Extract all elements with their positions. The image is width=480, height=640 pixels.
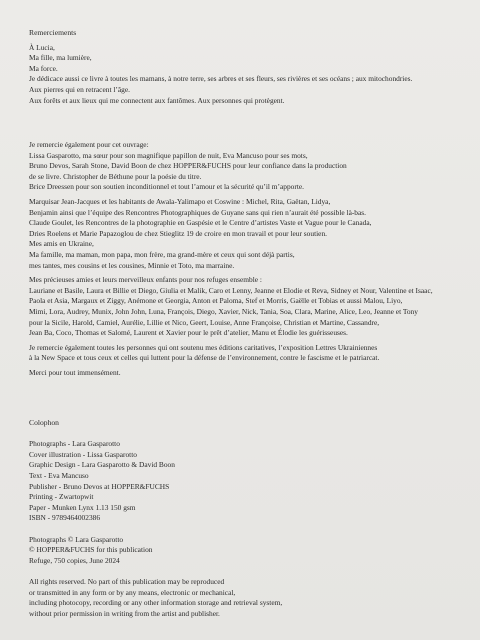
- rights-line: without prior permission in writing from the artist and publisher.: [29, 608, 220, 618]
- work-thanks-line: Brice Dreessen pour son soutien inconditionnel et tout l’amour et la sécurité qu’il m’apporte.: [29, 182, 305, 192]
- edition-line: Refuge, 750 copies, June 2024: [29, 555, 120, 565]
- credit-line: Cover illustration - Lissa Gasparotto: [29, 449, 137, 459]
- community-thanks-line: mes tantes, mes cousins et les cousines, Minnie et Toto, ma marraine.: [29, 260, 235, 270]
- acknowledgements-heading: Remerciements: [29, 28, 77, 37]
- community-thanks-line: Dries Roelens et Marie Papazoglou de chez Stieglitz 19 de croire en mon travail et pour leur soutien.: [29, 228, 327, 238]
- community-thanks-line: Marquisar Jean-Jacques et les habitants de Awala-Yalimapo et Coswine : Michel, Rita, Gaëtan, Lidya,: [29, 196, 331, 206]
- credit-line: Graphic Design - Lara Gasparotto & David Boon: [29, 460, 175, 470]
- work-thanks-line: Bruno Devos, Sarah Stone, David Boon de chez HOPPER&FUCHS pour leur confiance dans la production: [29, 161, 347, 171]
- community-thanks-line: Claude Goulet, les Rencontres de la photographie en Gaspésie et le Centre d’artistes Vaste et Vague pour le Canada,: [29, 218, 372, 228]
- children-thanks-line: Mes précieuses amies et leurs merveilleux enfants pour nos refuges ensemble :: [29, 275, 262, 285]
- isbn-line: ISBN - 9789464002386: [29, 513, 101, 523]
- children-thanks-line: pour la Sicile, Harold, Camiel, Aurélie, Lillie et Nico, Geert, Louise, Anne Françoise, Christian et Martine, Cassandre,: [29, 317, 380, 327]
- charity-thanks-line: Je remercie également toutes les personnes qui ont soutenu mes éditions caritatives, l’exposition Lettres Ukrainiennes: [29, 342, 378, 352]
- credit-line: Text - Eva Mancuso: [29, 470, 89, 480]
- community-thanks-line: Benjamin ainsi que l’équipe des Rencontres Photographiques de Guyane sans qui rien n’aurait été possible là-bas.: [29, 207, 367, 217]
- dedication-line: Aux pierres qui en retracent l’âge.: [29, 84, 130, 94]
- credit-line: Photographs - Lara Gasparotto: [29, 439, 120, 449]
- work-thanks-line: Je remercie également pour cet ouvrage:: [29, 140, 149, 149]
- colophon-section: [29, 418, 469, 619]
- acknowledgements-section: [29, 28, 469, 106]
- copyright-line: © HOPPER&FUCHS for this publication: [29, 545, 153, 555]
- work-thanks-line: de se livre. Christopher de Béthune pour la poésie du titre.: [29, 171, 202, 181]
- rights-line: or transmitted in any form or by any means, electronic or mechanical,: [29, 587, 236, 597]
- rights-line: All rights reserved. No part of this publication may be reproduced: [29, 576, 225, 586]
- closing-line: Merci pour tout immensément.: [29, 367, 121, 377]
- children-thanks-line: Mimi, Lora, Audrey, Munix, John John, Luna, François, Diego, Xavier, Nick, Tania, Soa, Clara, Marine, Alice, Leo, Jeanne et Tony: [29, 306, 418, 316]
- charity-thanks-line: à la New Space et tous ceux et celles qui luttent pour la défense de l’environnement, contre le fascisme et le patriarcat.: [29, 353, 380, 363]
- colophon-heading: Colophon: [29, 418, 59, 427]
- work-thanks-paragraph: [29, 140, 469, 378]
- dedication-line: À Lucia,: [29, 42, 55, 52]
- credit-line: Paper - Munken Lynx 1.13 150 gsm: [29, 502, 136, 512]
- children-thanks-line: Paola et Asia, Margaux et Ziggy, Anémone et Georgia, Anton et Paloma, Stef et Morris, Gaëlle et Tobias et aussi Malou, Liyo,: [29, 296, 403, 306]
- children-thanks-line: Lauriane et Basile, Laura et Billie et Diego, Giulia et Malik, Caro et Lenny, Jeanne et Elodie et Reva, Sidney et Nour, Valentine et Isaac,: [29, 285, 433, 295]
- copyright-line: Photographs © Lara Gasparotto: [29, 534, 124, 544]
- community-thanks-line: Mes amis en Ukraine,: [29, 239, 94, 249]
- dedication-line: Je dédicace aussi ce livre à toutes les mamans, à notre terre, ses arbres et ses fleurs, ses rivières et ses océans ; aux mitochondries.: [29, 74, 413, 84]
- credit-line: Publisher - Bruno Devos at HOPPER&FUCHS: [29, 481, 170, 491]
- credit-line: Printing - Zwartopwit: [29, 492, 94, 502]
- dedication-line: Ma force.: [29, 63, 58, 73]
- rights-line: including photocopy, recording or any other information storage and retrieval system,: [29, 598, 283, 608]
- dedication-line: Aux forêts et aux lieux qui me connectent aux fantômes. Aux personnes qui protègent.: [29, 95, 285, 105]
- children-thanks-line: Jean Ba, Coco, Thomas et Salomé, Laurent et Xavier pour le prêt d’atelier, Manu et Élodie les guérisseuses.: [29, 328, 348, 338]
- community-thanks-line: Ma famille, ma maman, mon papa, mon frère, ma grand-mère et ceux qui sont déjà partis,: [29, 249, 295, 259]
- dedication-line: Ma fille, ma lumière,: [29, 53, 92, 63]
- work-thanks-line: Lissa Gasparotto, ma sœur pour son magnifique papillon de nuit, Eva Mancuso pour ses mots,: [29, 150, 308, 160]
